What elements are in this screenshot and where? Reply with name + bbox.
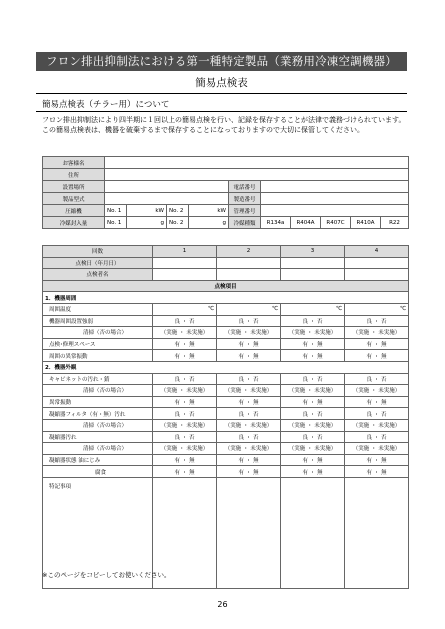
refrigerant-no1-unit: g xyxy=(127,217,167,229)
cleaning-label: 清掃（否の場合） xyxy=(43,327,153,339)
corrosion-4[interactable]: 有 ・ 無 xyxy=(345,466,409,478)
cabinet-cleaning-label: 清掃（否の場合） xyxy=(43,385,153,397)
section-2-heading: 2．機器外観 xyxy=(43,361,409,373)
compressor-no1-unit: kW xyxy=(127,205,167,217)
refrigerant-no2-label: No. 2 xyxy=(167,217,189,229)
filter-cleaning-2[interactable]: （実施 ・ 未実施） xyxy=(217,419,281,431)
table-row xyxy=(43,181,409,193)
times-2: 2 xyxy=(217,246,281,258)
vibration-4[interactable]: 有 ・ 無 xyxy=(345,396,409,408)
corrosion-label: 腐食 xyxy=(43,466,153,478)
refrigerant-option-r410a[interactable]: R410A xyxy=(351,217,381,229)
condenser-filter-2[interactable]: 良 ・ 否 xyxy=(217,408,281,420)
cabinet-2[interactable]: 良 ・ 否 xyxy=(217,373,281,385)
noise-1[interactable]: 有 ・ 無 xyxy=(153,350,217,362)
address-field[interactable] xyxy=(105,169,409,181)
cabinet-cleaning-2[interactable]: （実施 ・ 未実施） xyxy=(217,385,281,397)
table-row xyxy=(43,246,409,258)
install-location-label: 設置場所 xyxy=(43,181,105,193)
table-row xyxy=(43,303,409,315)
rust-2[interactable]: 良 ・ 否 xyxy=(217,315,281,327)
table-row xyxy=(43,431,409,443)
oil-3[interactable]: 有 ・ 無 xyxy=(281,454,345,466)
table-row xyxy=(43,350,409,362)
table-row xyxy=(43,419,409,431)
condenser-dirt-4[interactable]: 良 ・ 否 xyxy=(345,431,409,443)
serial-field[interactable] xyxy=(261,193,409,205)
space-3[interactable]: 有 ・ 無 xyxy=(281,338,345,350)
customer-name-label: お客様名 xyxy=(43,157,105,169)
table-row xyxy=(43,217,409,229)
date-field-2[interactable] xyxy=(217,257,281,269)
address-label: 住所 xyxy=(43,169,105,181)
cabinet-cleaning-3[interactable]: （実施 ・ 未実施） xyxy=(281,385,345,397)
cleaning-2[interactable]: （実施 ・ 未実施） xyxy=(217,327,281,339)
table-row xyxy=(43,257,409,269)
phone-label: 電話番号 xyxy=(229,181,261,193)
condenser-filter-4[interactable]: 良 ・ 否 xyxy=(345,408,409,420)
refrigerant-option-r22[interactable]: R22 xyxy=(381,217,409,229)
manager-field[interactable] xyxy=(261,205,409,217)
table-row xyxy=(43,454,409,466)
condenser-filter-label: 凝縮器フィルタ（有・無）汚れ xyxy=(43,408,153,420)
condenser-cleaning-4[interactable]: （実施 ・ 未実施） xyxy=(345,443,409,455)
times-3: 3 xyxy=(281,246,345,258)
refrigerant-option-r134a[interactable]: R134a xyxy=(261,217,291,229)
table-row xyxy=(43,373,409,385)
corrosion-3[interactable]: 有 ・ 無 xyxy=(281,466,345,478)
items-label: 点検項目 xyxy=(43,280,409,292)
remarks-field-2[interactable] xyxy=(217,477,281,588)
space-2[interactable]: 有 ・ 無 xyxy=(217,338,281,350)
intro-text: フロン排出抑制法により四半期に１回以上の簡易点検を行い、記録を保存することが法律で義務づけられています。この簡易点検表は、機器を破棄するまで保存することになっておりますので大切に保管してください。 xyxy=(42,116,406,134)
refrigerant-amount-label: 冷媒封入量 xyxy=(43,217,105,229)
cabinet-cleaning-4[interactable]: （実施 ・ 未実施） xyxy=(345,385,409,397)
vibration-label: 異常振動 xyxy=(43,396,153,408)
compressor-no1-label: No. 1 xyxy=(105,205,127,217)
refrigerant-option-r407c[interactable]: R407C xyxy=(321,217,351,229)
inspection-table xyxy=(42,245,409,589)
refrigerant-option-r404a[interactable]: R404A xyxy=(291,217,321,229)
phone-field[interactable] xyxy=(261,181,409,193)
date-field-1[interactable] xyxy=(153,257,217,269)
table-row xyxy=(43,327,409,339)
section-1-heading: 1．機器周囲 xyxy=(43,292,409,304)
rust-4[interactable]: 良 ・ 否 xyxy=(345,315,409,327)
date-label: 点検日（年月日） xyxy=(43,257,153,269)
rust-3[interactable]: 良 ・ 否 xyxy=(281,315,345,327)
compressor-no2-label: No. 2 xyxy=(167,205,189,217)
table-row xyxy=(43,169,409,181)
condenser-filter-1[interactable]: 良 ・ 否 xyxy=(153,408,217,420)
oil-label: 油にじみ xyxy=(78,457,101,464)
customer-info-table xyxy=(42,156,409,229)
filter-cleaning-3[interactable]: （実施 ・ 未実施） xyxy=(281,419,345,431)
condenser-cleaning-2[interactable]: （実施 ・ 未実施） xyxy=(217,443,281,455)
rust-1[interactable]: 良 ・ 否 xyxy=(153,315,217,327)
ambient-temp-4[interactable]: ℃ xyxy=(345,303,409,315)
inspector-field-3[interactable] xyxy=(281,269,345,281)
refrigerant-no2-unit: g xyxy=(189,217,229,229)
oil-1[interactable]: 有 ・ 無 xyxy=(153,454,217,466)
table-row xyxy=(43,466,409,478)
ambient-temp-3[interactable]: ℃ xyxy=(281,303,345,315)
times-4: 4 xyxy=(345,246,409,258)
filter-cleaning-label: 清掃（否の場合） xyxy=(43,419,153,431)
refrigerant-type-label: 冷媒種類 xyxy=(229,217,261,229)
footnote: ※このページをコピーしてお使いください。 xyxy=(42,571,171,579)
page-number: 26 xyxy=(217,600,228,609)
filter-cleaning-4[interactable]: （実施 ・ 未実施） xyxy=(345,419,409,431)
cabinet-3[interactable]: 良 ・ 否 xyxy=(281,373,345,385)
cabinet-cleaning-1[interactable]: （実施 ・ 未実施） xyxy=(153,385,217,397)
page-subtitle: 簡易点検表 xyxy=(36,75,407,94)
condenser-filter-3[interactable]: 良 ・ 否 xyxy=(281,408,345,420)
compressor-label: 圧縮機 xyxy=(43,205,105,217)
customer-name-field[interactable] xyxy=(105,157,409,169)
oil-2[interactable]: 有 ・ 無 xyxy=(217,454,281,466)
inspector-field-1[interactable] xyxy=(153,269,217,281)
manager-label: 管理番号 xyxy=(229,205,261,217)
noise-label: 周囲の異常振動 xyxy=(43,350,153,362)
vibration-2[interactable]: 有 ・ 無 xyxy=(217,396,281,408)
remarks-label: 特記事項 xyxy=(43,477,153,588)
condenser-state-label xyxy=(43,454,153,466)
condenser-cleaning-1[interactable]: （実施 ・ 未実施） xyxy=(153,443,217,455)
rust-label: 機器周囲設置強弱 xyxy=(43,315,153,327)
oil-4[interactable]: 有 ・ 無 xyxy=(345,454,409,466)
cleaning-3[interactable]: （実施 ・ 未実施） xyxy=(281,327,345,339)
condenser-dirt-2[interactable]: 良 ・ 否 xyxy=(217,431,281,443)
space-4[interactable]: 有 ・ 無 xyxy=(345,338,409,350)
page-banner-title: フロン排出抑制法における第一種特定製品（業務用冷凍空調機器） xyxy=(36,52,407,71)
cabinet-4[interactable]: 良 ・ 否 xyxy=(345,373,409,385)
ambient-temp-1[interactable]: ℃ xyxy=(153,303,217,315)
table-row xyxy=(43,157,409,169)
noise-3[interactable]: 有 ・ 無 xyxy=(281,350,345,362)
inspector-label: 点検者名 xyxy=(43,269,153,281)
table-row xyxy=(43,292,409,304)
times-1: 1 xyxy=(153,246,217,258)
condenser-dirt-3[interactable]: 良 ・ 否 xyxy=(281,431,345,443)
vibration-3[interactable]: 有 ・ 無 xyxy=(281,396,345,408)
inspector-field-2[interactable] xyxy=(217,269,281,281)
table-row xyxy=(43,315,409,327)
vibration-1[interactable]: 有 ・ 無 xyxy=(153,396,217,408)
product-model-label: 製品型式 xyxy=(43,193,105,205)
product-model-field[interactable] xyxy=(105,193,229,205)
date-field-3[interactable] xyxy=(281,257,345,269)
table-row xyxy=(43,193,409,205)
table-row xyxy=(43,385,409,397)
cabinet-label: キャビネットの汚れ・錆 xyxy=(43,373,153,385)
serial-label: 製造番号 xyxy=(229,193,261,205)
table-row xyxy=(43,205,409,217)
space-label: 点検･修理スペース xyxy=(43,338,153,350)
condenser-cleaning-3[interactable]: （実施 ・ 未実施） xyxy=(281,443,345,455)
inspector-field-4[interactable] xyxy=(345,269,409,281)
cleaning-1[interactable]: （実施 ・ 未実施） xyxy=(153,327,217,339)
corrosion-1[interactable]: 有 ・ 無 xyxy=(153,466,217,478)
section-heading: 簡易点検表（チラー用）について xyxy=(36,98,407,112)
condenser-state-text: 凝縮器状態 xyxy=(49,457,77,464)
table-row xyxy=(43,338,409,350)
filter-cleaning-1[interactable]: （実施 ・ 未実施） xyxy=(153,419,217,431)
times-label: 回数 xyxy=(43,246,153,258)
corrosion-2[interactable]: 有 ・ 無 xyxy=(217,466,281,478)
date-field-4[interactable] xyxy=(345,257,409,269)
ambient-temp-label: 周囲温度 xyxy=(43,303,153,315)
table-row xyxy=(43,361,409,373)
condenser-dirt-1[interactable]: 良 ・ 否 xyxy=(153,431,217,443)
noise-2[interactable]: 有 ・ 無 xyxy=(217,350,281,362)
table-row xyxy=(43,443,409,455)
compressor-no2-unit: kW xyxy=(189,205,229,217)
table-row xyxy=(43,269,409,281)
table-row xyxy=(43,396,409,408)
space-1[interactable]: 有 ・ 無 xyxy=(153,338,217,350)
cleaning-4[interactable]: （実施 ・ 未実施） xyxy=(345,327,409,339)
install-location-field[interactable] xyxy=(105,181,229,193)
refrigerant-no1-label: No. 1 xyxy=(105,217,127,229)
table-row xyxy=(43,408,409,420)
cabinet-1[interactable]: 良 ・ 否 xyxy=(153,373,217,385)
table-row xyxy=(43,280,409,292)
condenser-cleaning-label: 清掃（否の場合） xyxy=(43,443,153,455)
remarks-field-3[interactable] xyxy=(281,477,345,588)
noise-4[interactable]: 有 ・ 無 xyxy=(345,350,409,362)
condenser-dirt-label: 凝縮器汚れ xyxy=(43,431,153,443)
remarks-field-4[interactable] xyxy=(345,477,409,588)
ambient-temp-2[interactable]: ℃ xyxy=(217,303,281,315)
